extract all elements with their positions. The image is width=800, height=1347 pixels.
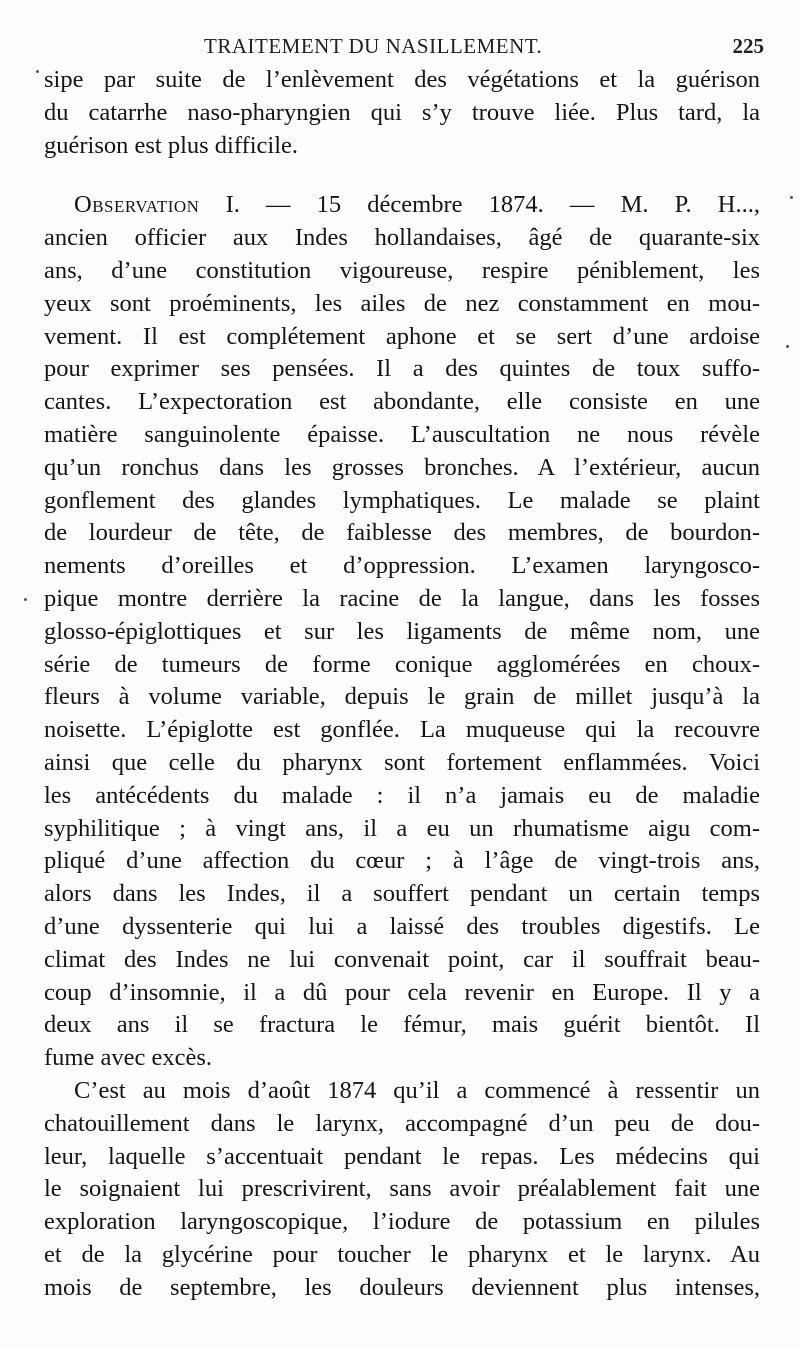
print-speck <box>36 70 39 73</box>
observation-heading-line <box>44 189 760 222</box>
text-line: ainsi que celle du pharynx sont fortement enflammées. Voici <box>44 748 760 776</box>
text-line: exploration laryngoscopique, l’iodure de potassium en pilules <box>44 1208 760 1236</box>
text-line: syphilitique ; à vingt ans, il a eu un rhumatisme aigu com- <box>44 814 760 842</box>
text-line: de lourdeur de tête, de faiblesse des membres, de bourdon- <box>44 519 760 547</box>
text-line: le soignaient lui prescrivirent, sans avoir préalablement fait une <box>44 1175 760 1203</box>
text-line: nements d’oreilles et d’oppression. L’examen laryngosco- <box>44 552 760 580</box>
text-line: yeux sont proéminents, les ailes de nez constamment en mou- <box>44 289 760 317</box>
print-speck <box>24 598 27 601</box>
text-line: alors dans les Indes, il a souffert pendant un certain temps <box>44 880 760 908</box>
running-title: TRAITEMENT DU NASILLEMENT. <box>204 34 543 58</box>
print-speck <box>790 196 793 199</box>
text-line: deux ans il se fractura le fémur, mais guérit bientôt. Il <box>44 1011 760 1039</box>
text-line: gonflement des glandes lymphatiques. Le malade se plaint <box>44 486 760 514</box>
text-line: ans, d’une constitution vigoureuse, respire péniblement, les <box>44 256 760 284</box>
paragraph-gap <box>44 162 760 189</box>
text-line: mois de septembre, les douleurs deviennent plus intenses, <box>44 1273 760 1301</box>
text-line: fleurs à volume variable, depuis le grain de millet jusqu’à la <box>44 683 760 711</box>
text-line: C’est au mois d’août 1874 qu’il a commencé à ressentir un <box>74 1076 760 1104</box>
page-number: 225 <box>732 34 764 58</box>
text-line: ancien officier aux Indes hollandaises, âgé de quarante-six <box>44 224 760 252</box>
print-speck <box>786 345 789 348</box>
text-line: pliqué d’une affection du cœur ; à l’âge de vingt-trois ans, <box>44 847 760 875</box>
text-line: guérison est plus difficile. <box>44 131 299 159</box>
body-text <box>44 64 760 1304</box>
text-line: pour exprimer ses pensées. Il a des quintes de toux suffo- <box>44 355 760 383</box>
text-line: cantes. L’expectoration est abondante, elle consiste en une <box>44 388 760 416</box>
text-line: chatouillement dans le larynx, accompagné d’un peu de dou- <box>44 1109 760 1137</box>
text-line: fume avec excès. <box>44 1044 212 1072</box>
text-line: vement. Il est complétement aphone et se sert d’une ardoise <box>44 322 760 350</box>
text-line: noisette. L’épiglotte est gonflée. La muqueuse qui la recouvre <box>44 716 760 744</box>
text-line: matière sanguinolente épaisse. L’auscultation ne nous révèle <box>44 420 760 448</box>
text-line: glosso-épiglottiques et sur les ligaments de même nom, une <box>44 617 760 645</box>
text-line: du catarrhe naso-pharyngien qui s’y trouve liée. Plus tard, la <box>44 98 760 126</box>
text-line: coup d’insomnie, il a dû pour cela revenir en Europe. Il y a <box>44 978 760 1006</box>
text-line: pique montre derrière la racine de la langue, dans les fosses <box>44 584 760 612</box>
running-head <box>44 34 764 64</box>
text-line: les antécédents du malade : il n’a jamais eu de maladie <box>44 781 760 809</box>
text-line: série de tumeurs de forme conique agglomérées en choux- <box>44 650 760 678</box>
observation-heading-text: I. — 15 décembre 1874. — M. P. H..., <box>225 191 760 219</box>
text-line: leur, laquelle s’accentuait pendant le repas. Les médecins qui <box>44 1142 760 1170</box>
observation-label: Observation <box>74 191 200 219</box>
text-line: climat des Indes ne lui convenait point, car il souffrait beau- <box>44 945 760 973</box>
text-line: d’une dyssenterie qui lui a laissé des troubles digestifs. Le <box>44 912 760 940</box>
text-line: sipe par suite de l’enlèvement des végétations et la guérison <box>44 66 760 93</box>
text-line: et de la glycérine pour toucher le pharynx et le larynx. Au <box>44 1240 760 1268</box>
text-line: qu’un ronchus dans les grosses bronches. A l’extérieur, aucun <box>44 453 760 481</box>
